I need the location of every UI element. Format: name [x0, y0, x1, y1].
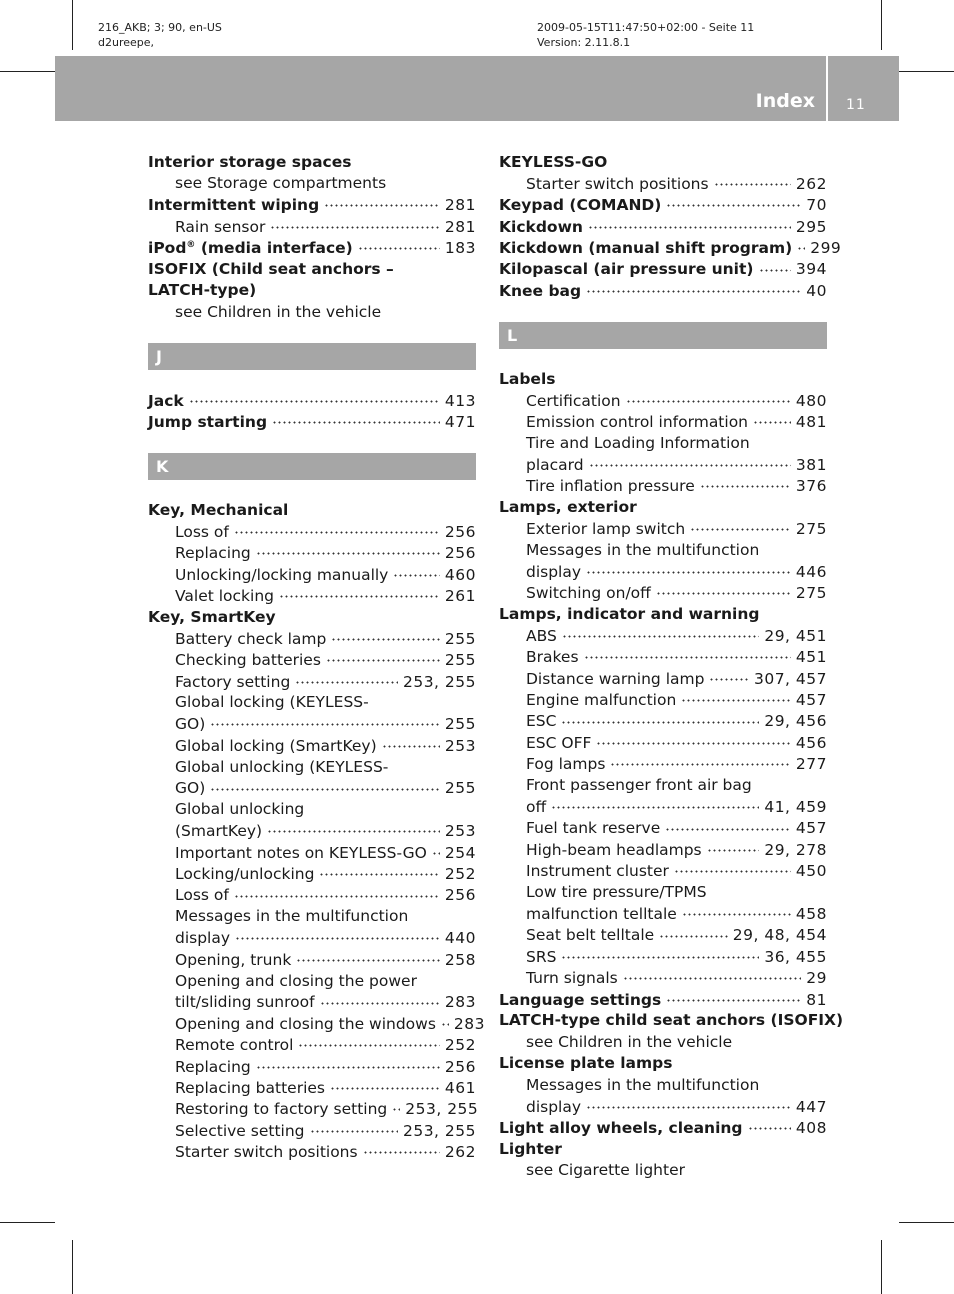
page-ref[interactable]: 255: [444, 715, 476, 734]
dot-leader: [270, 216, 440, 232]
meta-line: Version: 2.11.8.1: [537, 36, 631, 49]
page-ref[interactable]: 41, 459: [764, 798, 827, 817]
dot-leader: [279, 585, 440, 601]
index-subentry[interactable]: [148, 564, 476, 585]
index-subentry[interactable]: [148, 1035, 476, 1056]
entry-label: Global locking (SmartKey): [175, 736, 377, 755]
dot-leader: [331, 628, 440, 644]
entry-label-line: Global unlocking (KEYLESS-: [175, 757, 389, 776]
index-subentry[interactable]: [148, 992, 476, 1013]
crop-mark: [899, 1222, 954, 1223]
page-ref[interactable]: 471: [444, 413, 476, 432]
entry-label: Jack: [148, 391, 184, 410]
page-ref[interactable]: 408: [795, 1118, 827, 1137]
entry-label: Factory setting: [175, 672, 291, 691]
entry-label: Knee bag: [499, 281, 582, 300]
entry-label: Kickdown (manual shift program): [499, 239, 793, 258]
crop-mark: [72, 0, 73, 50]
section-letter-l: L: [499, 322, 827, 349]
index-entry[interactable]: [148, 412, 476, 433]
print-meta-left: [98, 20, 222, 50]
entry-label-line: Global locking (KEYLESS-: [175, 693, 369, 712]
index-heading: ISOFIX (Child seat anchors –: [148, 259, 394, 278]
page-ref[interactable]: 29, 451: [764, 626, 827, 645]
dot-leader: [610, 754, 790, 770]
index-subentry[interactable]: [499, 711, 827, 732]
entry-label: placard: [526, 455, 584, 474]
dot-leader: [797, 238, 805, 254]
dot-leader: [324, 195, 440, 211]
index-subentry[interactable]: [499, 412, 827, 433]
dot-leader: [586, 561, 791, 577]
entry-label: Opening, trunk: [175, 950, 292, 969]
entry-label: GO): [175, 779, 206, 798]
page-ref[interactable]: 255: [444, 629, 476, 648]
entry-label: Turn signals: [526, 969, 618, 988]
entry-label: Replacing: [175, 544, 251, 563]
entry-label-line: Opening and closing the power: [175, 971, 417, 990]
index-subentry[interactable]: [499, 625, 827, 646]
index-heading: Lamps, indicator and warning: [499, 605, 760, 624]
page-ref[interactable]: 281: [444, 196, 476, 215]
entry-label: Switching on/off: [526, 584, 651, 603]
page-ref[interactable]: 299: [810, 239, 842, 258]
index-see-reference: see Cigarette lighter: [526, 1161, 685, 1180]
page-ref[interactable]: 381: [795, 455, 827, 474]
index-subentry[interactable]: [148, 864, 476, 885]
index-subentry[interactable]: [499, 946, 827, 967]
index-subentry[interactable]: [148, 714, 476, 735]
meta-line: d2ureepe,: [98, 36, 155, 49]
dot-leader: [623, 968, 802, 984]
index-subentry[interactable]: [499, 968, 827, 989]
dot-leader: [298, 1035, 439, 1051]
entry-label-line: Messages in the multifunction: [175, 907, 409, 926]
entry-label: SRS: [526, 947, 557, 966]
index-subentry[interactable]: [499, 518, 827, 539]
entry-label: Kilopascal (air pressure unit): [499, 260, 754, 279]
index-subentry[interactable]: [499, 390, 827, 411]
index-column-right: [499, 152, 844, 1182]
index-subentry[interactable]: [148, 650, 476, 671]
page-ref[interactable]: 29: [806, 969, 827, 988]
index-subentry[interactable]: [148, 735, 476, 756]
dot-leader: [256, 543, 440, 559]
entry-label: Tire inflation pressure: [526, 477, 695, 496]
page-ref[interactable]: 262: [795, 174, 827, 193]
index-subentry[interactable]: [499, 1096, 827, 1117]
dot-leader: [626, 390, 791, 406]
index-subentry[interactable]: [499, 476, 827, 497]
index-subentry[interactable]: [148, 1077, 476, 1098]
dot-leader: [586, 280, 801, 296]
entry-label: Kickdown: [499, 217, 583, 236]
index-heading: Key, Mechanical: [148, 500, 289, 519]
index-see-reference: see Children in the vehicle: [175, 302, 382, 321]
page-ref[interactable]: 253, 255: [405, 1100, 479, 1119]
print-meta-right: [537, 20, 754, 50]
dot-leader: [562, 625, 760, 641]
page-ref[interactable]: 307, 457: [753, 669, 827, 688]
page-ref[interactable]: 450: [795, 862, 827, 881]
index-subentry[interactable]: [148, 628, 476, 649]
index-heading: Labels: [499, 369, 556, 388]
index-subentry[interactable]: [499, 904, 827, 925]
entry-label: Replacing: [175, 1057, 251, 1076]
dot-leader: [326, 650, 440, 666]
page-ref[interactable]: 281: [444, 217, 476, 236]
dot-leader: [690, 518, 791, 534]
page-number: 11: [846, 97, 866, 113]
page-ref[interactable]: 283: [444, 993, 476, 1012]
header-band: [55, 56, 899, 121]
page-ref[interactable]: 461: [444, 1078, 476, 1097]
dot-leader: [363, 1142, 440, 1158]
crop-mark: [881, 0, 882, 50]
dot-leader: [382, 735, 440, 751]
crop-mark: [881, 1240, 882, 1294]
dot-leader: [666, 195, 801, 211]
entry-label: Selective setting: [175, 1121, 305, 1140]
subentry-list: [499, 390, 827, 497]
meta-line: 2009-05-15T11:47:50+02:00 - Seite 11: [537, 21, 755, 34]
entry-label: Light alloy wheels, cleaning: [499, 1118, 743, 1137]
page-ref[interactable]: 458: [795, 905, 827, 923]
page-ref[interactable]: 456: [795, 733, 827, 752]
page-ref[interactable]: 40: [806, 281, 827, 300]
entry-label: Valet locking: [175, 586, 275, 605]
entry-label: Exterior lamp switch: [526, 519, 686, 538]
page-ref[interactable]: 256: [444, 886, 476, 905]
page-ref[interactable]: 253: [444, 736, 476, 755]
dot-leader: [432, 842, 440, 858]
page-ref[interactable]: 253, 255: [402, 672, 476, 691]
index-entry[interactable]: [499, 1117, 827, 1138]
registered-mark: ®: [186, 239, 196, 250]
dot-leader: [393, 564, 440, 580]
dot-leader: [392, 1099, 400, 1115]
entry-label: Certification: [526, 391, 621, 410]
crop-mark: [899, 71, 954, 72]
index-subentry[interactable]: [499, 668, 827, 689]
dot-leader: [681, 690, 791, 706]
entry-label: Unlocking/locking manually: [175, 565, 389, 584]
index-entry[interactable]: [499, 238, 842, 259]
entry-label: Instrument cluster: [526, 862, 669, 881]
dot-leader: [441, 1013, 449, 1029]
section-letter-k: K: [148, 453, 476, 480]
page-title: Index: [755, 90, 815, 112]
page-ref[interactable]: 29, 278: [764, 840, 827, 859]
page-ref[interactable]: 460: [444, 565, 476, 584]
page-ref[interactable]: 413: [444, 391, 476, 410]
index-heading: Lighter: [499, 1139, 562, 1158]
index-heading: Lamps, exterior: [499, 498, 637, 517]
page-ref[interactable]: 255: [444, 779, 476, 798]
dot-leader: [358, 238, 440, 254]
page-ref[interactable]: 29, 456: [764, 712, 827, 731]
entry-label: display: [526, 1097, 582, 1116]
index-heading: License plate lamps: [499, 1054, 673, 1073]
dot-leader: [674, 861, 791, 877]
page-ref[interactable]: 81: [806, 990, 827, 1009]
index-see-reference: see Storage compartments: [175, 174, 387, 193]
page-ref[interactable]: 261: [444, 586, 476, 605]
dot-leader: [596, 732, 790, 748]
subentry-list: [148, 521, 476, 607]
entry-label: malfunction telltale: [526, 905, 677, 923]
dot-leader: [561, 711, 759, 727]
entry-label: Fog lamps: [526, 755, 606, 774]
index-subentry[interactable]: [499, 690, 827, 711]
dot-leader: [759, 259, 791, 275]
index-heading: Key, SmartKey: [148, 607, 276, 626]
dot-leader: [707, 839, 760, 855]
dot-leader: [588, 216, 791, 232]
page-ref[interactable]: 275: [795, 519, 827, 538]
index-subentry[interactable]: [148, 543, 476, 564]
dot-leader: [272, 412, 440, 428]
index-entry[interactable]: [148, 238, 476, 259]
index-subentry[interactable]: [148, 1056, 476, 1077]
entry-label: Starter switch positions: [526, 174, 709, 193]
index-subentry[interactable]: [148, 216, 476, 237]
page-ref[interactable]: 446: [795, 562, 827, 581]
entry-label-line: Global unlocking: [175, 800, 305, 819]
dot-leader: [753, 412, 791, 428]
entry-label: Starter switch positions: [175, 1143, 358, 1162]
crop-mark: [0, 71, 55, 72]
page-ref[interactable]: 253, 255: [402, 1121, 476, 1140]
index-subentry[interactable]: [499, 454, 827, 475]
index-subentry[interactable]: [499, 647, 827, 668]
entry-label: Loss of: [175, 886, 229, 905]
dot-leader: [586, 1096, 791, 1112]
page-ref[interactable]: 394: [795, 260, 827, 279]
page-ref[interactable]: 258: [444, 950, 476, 969]
index-heading: LATCH-type child seat anchors (ISOFIX): [499, 1011, 844, 1030]
entry-label: Distance warning lamp: [526, 669, 705, 688]
entry-label: Rain sensor: [175, 217, 266, 236]
entry-label: Battery check lamp: [175, 629, 327, 648]
page-ref[interactable]: 252: [444, 865, 476, 884]
dot-leader: [267, 821, 440, 837]
dot-leader: [319, 864, 439, 880]
subentry-list: [499, 625, 827, 989]
entry-label: (SmartKey): [175, 822, 263, 841]
page-ref[interactable]: 36, 455: [764, 947, 827, 966]
entry-label: ESC: [526, 712, 557, 731]
index-entry[interactable]: [499, 195, 827, 216]
dot-leader: [310, 1120, 398, 1136]
page-ref[interactable]: 256: [444, 522, 476, 541]
header-divider: [826, 56, 828, 121]
index-subentry[interactable]: [148, 949, 476, 970]
page-ref[interactable]: 262: [444, 1143, 476, 1162]
index-subentry[interactable]: [148, 821, 476, 842]
index-subentry[interactable]: [148, 778, 476, 799]
index-subentry[interactable]: [499, 925, 827, 946]
entry-label: display: [175, 929, 231, 948]
entry-label: Brakes: [526, 648, 579, 667]
dot-leader: [561, 946, 759, 962]
page-ref[interactable]: 451: [795, 648, 827, 667]
index-entry[interactable]: [148, 195, 476, 216]
entry-label: Replacing batteries: [175, 1078, 325, 1097]
entry-label-line: Messages in the multifunction: [526, 540, 760, 559]
page-ref[interactable]: 183: [444, 239, 476, 258]
entry-label-part: iPod: [148, 239, 187, 258]
page-ref[interactable]: 480: [795, 391, 827, 410]
index-heading: LATCH-type): [148, 281, 257, 300]
index-entry[interactable]: [499, 989, 827, 1010]
dot-leader: [714, 173, 791, 189]
entry-label-line: Front passenger front air bag: [526, 776, 752, 795]
entry-label: Important notes on KEYLESS-GO: [175, 843, 427, 862]
dot-leader: [700, 476, 791, 492]
entry-label-line: Tire and Loading Information: [526, 433, 750, 452]
dot-leader: [584, 647, 791, 663]
index-subentry[interactable]: [148, 842, 476, 863]
index-subentry[interactable]: [148, 1142, 476, 1163]
entry-label: Restoring to factory setting: [175, 1100, 388, 1119]
dot-leader: [551, 797, 759, 813]
index-subentry[interactable]: [148, 521, 476, 542]
page-ref[interactable]: 254: [444, 843, 476, 862]
dot-leader: [256, 1056, 440, 1072]
index-column-left: [148, 152, 486, 1163]
page-ref[interactable]: 256: [444, 544, 476, 563]
dot-leader: [682, 904, 791, 920]
index-subentry[interactable]: [499, 818, 827, 839]
page-ref[interactable]: 440: [444, 929, 476, 948]
index-subentry[interactable]: [499, 583, 827, 604]
entry-label: Fuel tank reserve: [526, 819, 661, 838]
index-subentry[interactable]: [148, 928, 476, 949]
entry-label-part: (media interface): [195, 239, 353, 258]
entry-label: Keypad (COMAND): [499, 196, 662, 215]
entry-label: tilt/sliding sunroof: [175, 993, 315, 1012]
entry-label: ABS: [526, 626, 557, 645]
dot-leader: [589, 454, 791, 470]
page-ref[interactable]: 295: [795, 217, 827, 236]
entry-label: Language settings: [499, 990, 662, 1009]
entry-label-line: Messages in the multifunction: [526, 1075, 760, 1094]
index-subentry[interactable]: [499, 173, 827, 194]
entry-label: Checking batteries: [175, 651, 321, 670]
index-subentry[interactable]: [148, 1099, 479, 1120]
dot-leader: [656, 583, 791, 599]
index-subentry[interactable]: [148, 585, 476, 606]
page-ref[interactable]: 283: [453, 1014, 486, 1033]
index-subentry[interactable]: [499, 839, 827, 860]
page-ref[interactable]: 256: [444, 1057, 476, 1076]
entry-label: Jump starting: [148, 413, 268, 432]
dot-leader: [210, 778, 440, 794]
entry-label: High-beam headlamps: [526, 840, 702, 859]
dot-leader: [234, 885, 440, 901]
entry-label: Opening and closing the windows: [175, 1014, 436, 1033]
page-ref[interactable]: 277: [795, 755, 827, 774]
crop-mark: [0, 1222, 55, 1223]
crop-mark: [72, 1240, 73, 1294]
index-subentry[interactable]: [148, 671, 476, 692]
dot-leader: [295, 671, 398, 687]
subentry-list: [499, 518, 827, 604]
page-ref[interactable]: 275: [795, 584, 827, 603]
entry-label: Emission control information: [526, 413, 749, 432]
entry-label: Loss of: [175, 522, 229, 541]
page-ref[interactable]: 70: [806, 196, 827, 215]
index-subentry[interactable]: [499, 732, 827, 753]
entry-label: ESC OFF: [526, 733, 592, 752]
dot-leader: [210, 714, 440, 730]
page-ref[interactable]: 255: [444, 651, 476, 670]
dot-leader: [709, 668, 749, 684]
index-subentry[interactable]: [148, 1013, 486, 1034]
index-subentry[interactable]: [148, 1120, 476, 1141]
page-ref[interactable]: 457: [795, 819, 827, 838]
index-heading: Interior storage spaces: [148, 153, 352, 171]
index-subentry[interactable]: [499, 797, 827, 818]
entry-label: Intermittent wiping: [148, 196, 320, 215]
index-subentry[interactable]: [499, 754, 827, 775]
entry-label: Locking/unlocking: [175, 865, 315, 884]
index-entry[interactable]: [148, 390, 476, 411]
entry-label: off: [526, 798, 547, 817]
dot-leader: [659, 925, 728, 941]
index-subentry[interactable]: [148, 885, 476, 906]
page-ref[interactable]: 252: [444, 1036, 476, 1055]
dot-leader: [235, 928, 440, 944]
dot-leader: [748, 1117, 791, 1133]
index-subentry[interactable]: [499, 561, 827, 582]
dot-leader: [296, 949, 440, 965]
page-ref[interactable]: 481: [795, 413, 827, 432]
page-ref[interactable]: 447: [795, 1097, 827, 1116]
dot-leader: [234, 521, 440, 537]
entry-label: Seat belt telltale: [526, 926, 655, 945]
dot-leader: [665, 818, 791, 834]
index-entry[interactable]: [499, 216, 827, 237]
entry-label: GO): [175, 715, 206, 734]
entry-label: Engine malfunction: [526, 691, 677, 710]
entry-label-line: Low tire pressure/TPMS: [526, 883, 707, 902]
index-entry[interactable]: [499, 280, 827, 301]
page-ref[interactable]: 253: [444, 822, 476, 841]
dot-leader: [666, 989, 801, 1005]
entry-label: [148, 238, 353, 259]
index-see-reference: see Children in the vehicle: [526, 1032, 733, 1051]
page-ref[interactable]: 457: [795, 691, 827, 710]
meta-line: 216_AKB; 3; 90, en-US: [98, 21, 222, 34]
index-entry[interactable]: [499, 259, 827, 280]
entry-label: Remote control: [175, 1036, 294, 1055]
index-subentry[interactable]: [499, 861, 827, 882]
subentry-list: [148, 628, 486, 1163]
page-ref[interactable]: 29, 48, 454: [732, 926, 827, 945]
dot-leader: [330, 1077, 440, 1093]
page-ref[interactable]: 376: [795, 477, 827, 496]
dot-leader: [320, 992, 440, 1008]
index-heading: KEYLESS-GO: [499, 153, 608, 171]
dot-leader: [189, 390, 440, 406]
entry-label: display: [526, 562, 582, 581]
section-letter-j: J: [148, 343, 476, 370]
